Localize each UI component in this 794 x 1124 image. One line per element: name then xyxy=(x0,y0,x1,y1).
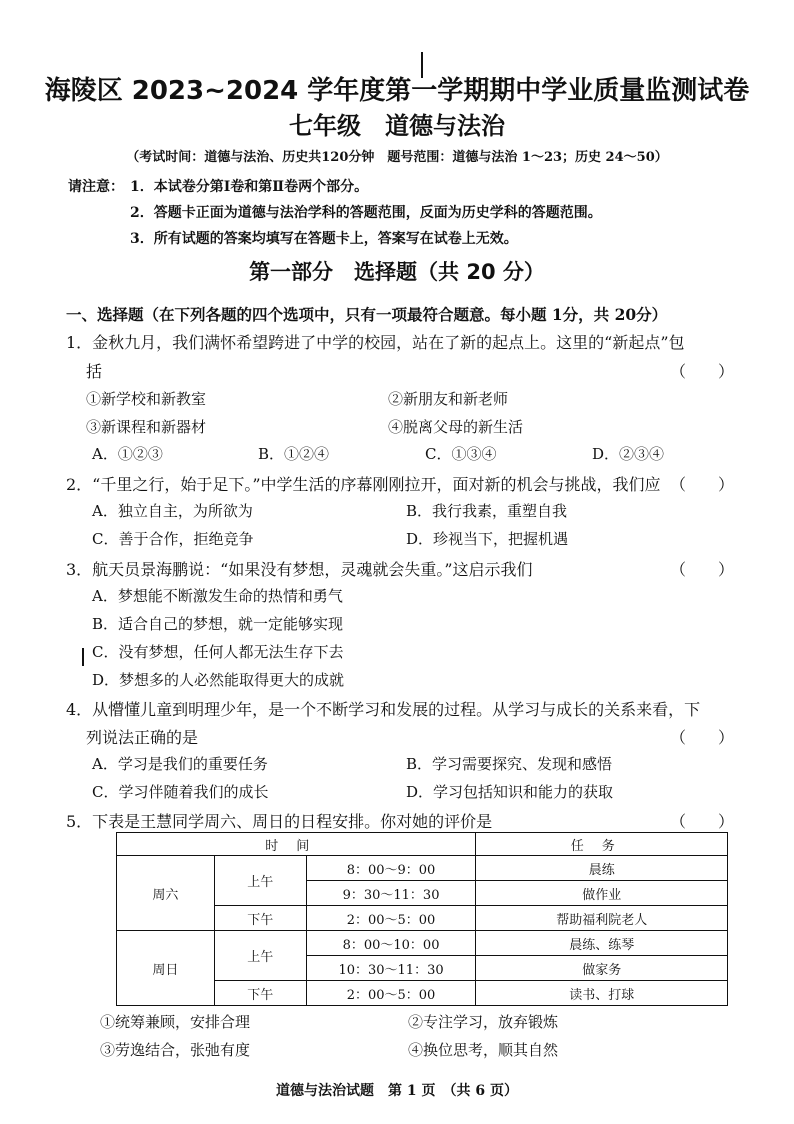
table-header-time: 时间 xyxy=(117,833,476,856)
q3-option-a: A．梦想能不断激发生命的热情和勇气 xyxy=(92,587,343,605)
task-cell: 帮助福利院老人 xyxy=(476,906,728,931)
exam-subtitle: 七年级 道德与法治 xyxy=(289,112,505,140)
section-instruction: 一、选择题（在下列各题的四个选项中，只有一项最符合题意。每小题 1分，共 20分） xyxy=(66,305,668,324)
q5-item-2: ②专注学习，放弃锻炼 xyxy=(408,1013,559,1031)
notice-item: 3．所有试题的答案均填写在答题卡上，答案写在试卷上无效。 xyxy=(130,231,518,247)
q2-option-c: C．善于合作，拒绝竞争 xyxy=(92,530,254,548)
notice-line-2 xyxy=(68,202,602,222)
q1-item-4: ④脱离父母的新生活 xyxy=(388,418,524,436)
exam-title: 海陵区 2023~2024 学年度第一学期期中学业质量监测试卷 xyxy=(44,76,750,106)
period-cell: 下午 xyxy=(214,981,306,1006)
q1-option-b: B．①②④ xyxy=(258,445,330,463)
q2-option-d: D．珍视当下，把握机遇 xyxy=(406,530,569,548)
q5-item-3: ③劳逸结合，张弛有度 xyxy=(100,1041,251,1059)
q5-stem: 5．下表是王慧同学周六、周日的日程安排。你对她的评价是 xyxy=(66,812,493,831)
period-cell: 上午 xyxy=(214,931,306,981)
q1-option-a: A．①②③ xyxy=(92,445,163,463)
time-cell: 9：30～11：30 xyxy=(306,881,476,906)
period-cell: 下午 xyxy=(214,906,306,931)
schedule-table xyxy=(116,832,728,1006)
q4-option-d: D．学习包括知识和能力的获取 xyxy=(406,783,614,801)
q2-option-a: A．独立自主，为所欲为 xyxy=(92,502,253,520)
q1-stem-cont: 括 xyxy=(86,362,103,381)
q3-option-b: B．适合自己的梦想，就一定能够实现 xyxy=(92,615,344,633)
q4-stem-cont: 列说法正确的是 xyxy=(86,728,199,747)
q4-stem: 4．从懵懂儿童到明理少年，是一个不断学习和发展的过程。从学习与成长的关系来看，下 xyxy=(66,700,701,719)
time-cell: 8：00～9：00 xyxy=(306,856,476,881)
answer-paren: （ ） xyxy=(669,728,734,747)
answer-paren: （ ） xyxy=(669,812,734,831)
q1-item-1: ①新学校和新教室 xyxy=(86,390,207,408)
q5-item-1: ①统筹兼顾，安排合理 xyxy=(100,1013,251,1031)
answer-paren: （ ） xyxy=(669,475,734,494)
q3-option-d: D．梦想多的人必然能取得更大的成就 xyxy=(92,671,345,689)
q1-item-2: ②新朋友和新老师 xyxy=(388,390,509,408)
period-cell: 上午 xyxy=(214,856,306,906)
table-header-task: 任务 xyxy=(476,833,728,856)
exam-info: （考试时间：道德与法治、历史共120分钟 题号范围：道德与法治 1～23；历史 24～50） xyxy=(126,150,668,165)
q4-option-b: B．学习需要探究、发现和感悟 xyxy=(406,755,613,773)
table-header-row xyxy=(117,833,728,856)
q5-item-4: ④换位思考，顺其自然 xyxy=(408,1041,559,1059)
q1-option-c: C．①③④ xyxy=(425,445,497,463)
section-title: 第一部分 选择题（共 20 分） xyxy=(249,260,545,284)
q1-item-3: ③新课程和新器材 xyxy=(86,418,207,436)
notice-item: 1．本试卷分第Ⅰ卷和第Ⅱ卷两个部分。 xyxy=(130,179,369,195)
task-cell: 晨练 xyxy=(476,856,728,881)
time-cell: 8：00～10：00 xyxy=(306,931,476,956)
page-footer: 道德与法治试题 第 1 页 （共 6 页） xyxy=(276,1083,518,1099)
scan-mark xyxy=(82,648,84,666)
time-cell: 2：00～5：00 xyxy=(306,906,476,931)
q4-option-a: A．学习是我们的重要任务 xyxy=(92,755,268,773)
q2-stem: 2．“千里之行，始于足下。”中学生活的序幕刚刚拉开，面对新的机会与挑战，我们应 xyxy=(66,475,661,494)
q3-option-c: C．没有梦想，任何人都无法生存下去 xyxy=(92,643,344,661)
task-cell: 晨练、练琴 xyxy=(476,931,728,956)
task-cell: 读书、打球 xyxy=(476,981,728,1006)
q4-option-c: C．学习伴随着我们的成长 xyxy=(92,783,269,801)
time-cell: 10：30～11：30 xyxy=(306,956,476,981)
notice-line-1 xyxy=(68,176,368,196)
q1-stem: 1．金秋九月，我们满怀希望跨进了中学的校园，站在了新的起点上。这里的“新起点”包 xyxy=(66,333,685,352)
task-cell: 做作业 xyxy=(476,881,728,906)
table-row xyxy=(117,856,728,881)
day-cell-saturday: 周六 xyxy=(117,856,215,931)
q3-stem: 3．航天员景海鹏说：“如果没有梦想，灵魂就会失重。”这启示我们 xyxy=(66,560,533,579)
table-row xyxy=(117,931,728,956)
q1-option-d: D．②③④ xyxy=(592,445,665,463)
time-cell: 2：00～5：00 xyxy=(306,981,476,1006)
q2-option-b: B．我行我素，重塑自我 xyxy=(406,502,568,520)
answer-paren: （ ） xyxy=(669,362,734,381)
notice-line-3 xyxy=(68,228,518,248)
notice-label: 请注意： xyxy=(68,179,124,195)
notice-item: 2．答题卡正面为道德与法治学科的答题范围，反面为历史学科的答题范围。 xyxy=(130,205,602,221)
answer-paren: （ ） xyxy=(669,560,734,579)
day-cell-sunday: 周日 xyxy=(117,931,215,1006)
task-cell: 做家务 xyxy=(476,956,728,981)
